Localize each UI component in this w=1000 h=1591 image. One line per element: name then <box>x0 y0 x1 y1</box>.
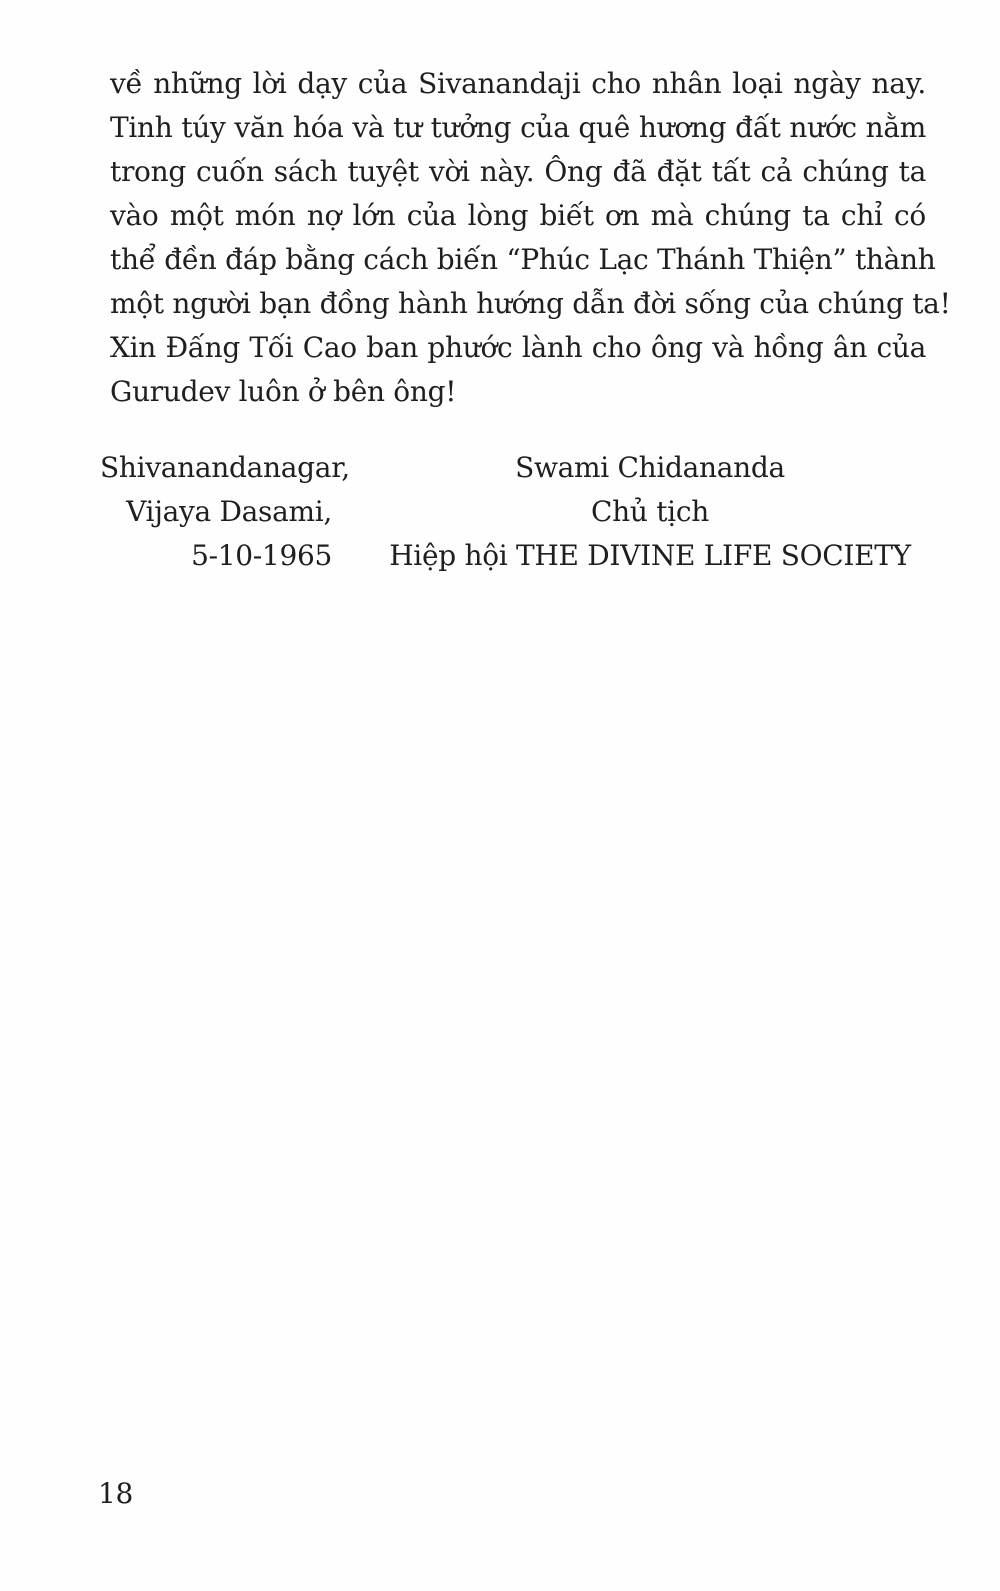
text-line: vào một món nợ lớn của lòng biết ơn mà chúng ta chỉ có <box>110 199 926 232</box>
signature-author <box>370 446 930 578</box>
signature-occasion: Vijaya Dasami, <box>126 495 332 528</box>
body-paragraph <box>110 62 951 414</box>
text-line: trong cuốn sách tuyệt vời này. Ông đã đặt tất cả chúng ta <box>110 155 926 188</box>
signature-date: 5-10-1965 <box>191 539 332 572</box>
page-number: 18 <box>98 1477 134 1510</box>
text-line: Xin Đấng Tối Cao ban phước lành cho ông và hồng ân của <box>110 331 926 364</box>
text-line: Tinh túy văn hóa và tư tưởng của quê hương đất nước nằm <box>110 111 926 144</box>
signature-name: Swami Chidananda <box>515 451 785 484</box>
signature-place: Shivanandanagar, <box>100 451 350 484</box>
text-line: Gurudev luôn ở bên ông! <box>110 375 457 408</box>
signature-organization: Hiệp hội THE DIVINE LIFE SOCIETY <box>389 539 911 572</box>
text-line: về những lời dạy của Sivanandaji cho nhân loại ngày nay. <box>110 67 926 100</box>
signature-role: Chủ tịch <box>591 495 709 528</box>
text-line: một người bạn đồng hành hướng dẫn đời sống của chúng ta! <box>110 287 951 320</box>
text-line: thể đền đáp bằng cách biến “Phúc Lạc Thánh Thiện” thành <box>110 243 936 276</box>
signature-place-date <box>100 446 350 578</box>
